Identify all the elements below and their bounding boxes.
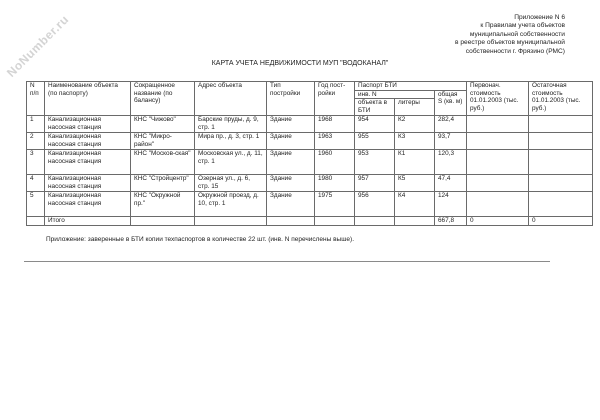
cell-address: Озерная ул., д. 6, стр. 15 [195, 175, 267, 192]
cell-initial [467, 175, 529, 192]
header-residual-cost: Остаточная стоимость 01.01.2003 (тыс. руб.) [529, 82, 593, 116]
table-row [27, 116, 593, 133]
cell-year: 1975 [315, 192, 355, 217]
cell-type: Здание [267, 150, 315, 175]
cell-address: Окружной проезд, д. 10, стр. 1 [195, 192, 267, 217]
table-row [27, 192, 593, 217]
cell-initial [467, 133, 529, 150]
table-row [27, 133, 593, 150]
total-residual: 0 [529, 217, 593, 226]
horizontal-rule [24, 261, 550, 262]
cell-num: 5 [27, 192, 45, 217]
header-name: Наименование объекта (по паспорту) [45, 82, 131, 116]
cell-num: 3 [27, 150, 45, 175]
cell-inv: 954 [355, 116, 395, 133]
cell-empty [395, 217, 435, 226]
cell-type: Здание [267, 116, 315, 133]
cell-name: Канализационная насосная станция [45, 192, 131, 217]
cell-area: 93,7 [435, 133, 467, 150]
cell-num: 4 [27, 175, 45, 192]
appendix-line: муниципальной собственности [469, 30, 565, 38]
cell-area: 282,4 [435, 116, 467, 133]
cell-letter: К3 [395, 133, 435, 150]
appendix-reference [455, 14, 565, 56]
cell-empty [27, 217, 45, 226]
header-letters: литеры [395, 99, 435, 116]
cell-empty [315, 217, 355, 226]
cell-letter: К2 [395, 116, 435, 133]
cell-type: Здание [267, 192, 315, 217]
appendix-line: в реестре объектов муниципальной [455, 39, 565, 47]
cell-type: Здание [267, 175, 315, 192]
cell-inv: 957 [355, 175, 395, 192]
cell-empty [131, 217, 195, 226]
total-label: Итого [45, 217, 131, 226]
table-row [27, 175, 593, 192]
total-initial: 0 [467, 217, 529, 226]
cell-inv: 953 [355, 150, 395, 175]
cell-short-name: КНС "Москов-ская" [131, 150, 195, 175]
cell-year: 1980 [315, 175, 355, 192]
cell-year: 1960 [315, 150, 355, 175]
cell-area: 120,3 [435, 150, 467, 175]
appendix-line: Приложение N 6 [514, 14, 565, 21]
cell-name: Канализационная насосная станция [45, 150, 131, 175]
cell-empty [355, 217, 395, 226]
header-object-in-bti: объекта в БТИ [355, 99, 395, 116]
cell-num: 1 [27, 116, 45, 133]
cell-initial [467, 116, 529, 133]
cell-address: Барские пруды, д. 9, стр. 1 [195, 116, 267, 133]
watermark: NoNumber.ru [4, 12, 72, 80]
cell-name: Канализационная насосная станция [45, 133, 131, 150]
cell-initial [467, 150, 529, 175]
header-inv-n: инв. N [355, 90, 435, 99]
cell-inv: 956 [355, 192, 395, 217]
header-area: общая S (кв. м) [435, 90, 467, 116]
table-total-row [27, 217, 593, 226]
cell-residual [529, 150, 593, 175]
cell-short-name: КНС "Стройцентр" [131, 175, 195, 192]
cell-name: Канализационная насосная станция [45, 116, 131, 133]
cell-address: Московская ул., д. 11, стр. 1 [195, 150, 267, 175]
property-table [26, 81, 593, 226]
cell-letter: К4 [395, 192, 435, 217]
header-num: N п/п [27, 82, 45, 116]
header-initial-cost: Первонач. стоимость 01.01.2003 (тыс. руб.) [467, 82, 529, 116]
cell-residual [529, 175, 593, 192]
total-area: 667,8 [435, 217, 467, 226]
header-year: Год пост-ройки [315, 82, 355, 116]
cell-short-name: КНС "Чижово" [131, 116, 195, 133]
cell-short-name: КНС "Окружной пр." [131, 192, 195, 217]
cell-type: Здание [267, 133, 315, 150]
cell-empty [195, 217, 267, 226]
header-bti-passport: Паспорт БТИ [355, 82, 467, 91]
table-header-row [27, 82, 593, 91]
cell-area: 124 [435, 192, 467, 217]
cell-area: 47,4 [435, 175, 467, 192]
cell-name: Канализационная насосная станция [45, 175, 131, 192]
cell-letter: К1 [395, 150, 435, 175]
table-row [27, 150, 593, 175]
header-short-name: Сокращенное название (по балансу) [131, 82, 195, 116]
cell-residual [529, 116, 593, 133]
cell-initial [467, 192, 529, 217]
document-title: КАРТА УЧЕТА НЕДВИЖИМОСТИ МУП "ВОДОКАНАЛ" [211, 60, 389, 67]
cell-residual [529, 192, 593, 217]
appendix-line: к Правилам учета объектов [480, 22, 565, 30]
cell-residual [529, 133, 593, 150]
cell-empty [267, 217, 315, 226]
cell-short-name: КНС "Микро-район" [131, 133, 195, 150]
appendix-line: собственности г. Фрязино (РМС) [465, 47, 565, 55]
cell-inv: 955 [355, 133, 395, 150]
header-type: Тип постройки [267, 82, 315, 116]
header-address: Адрес объекта [195, 82, 267, 116]
cell-num: 2 [27, 133, 45, 150]
attachment-note: Приложение: заверенные в БТИ копии техпаспортов в количестве 22 шт. (инв. N перечислены выше). [46, 236, 355, 243]
cell-year: 1968 [315, 116, 355, 133]
cell-year: 1963 [315, 133, 355, 150]
cell-letter: К5 [395, 175, 435, 192]
cell-address: Мира пр., д. 3, стр. 1 [195, 133, 267, 150]
